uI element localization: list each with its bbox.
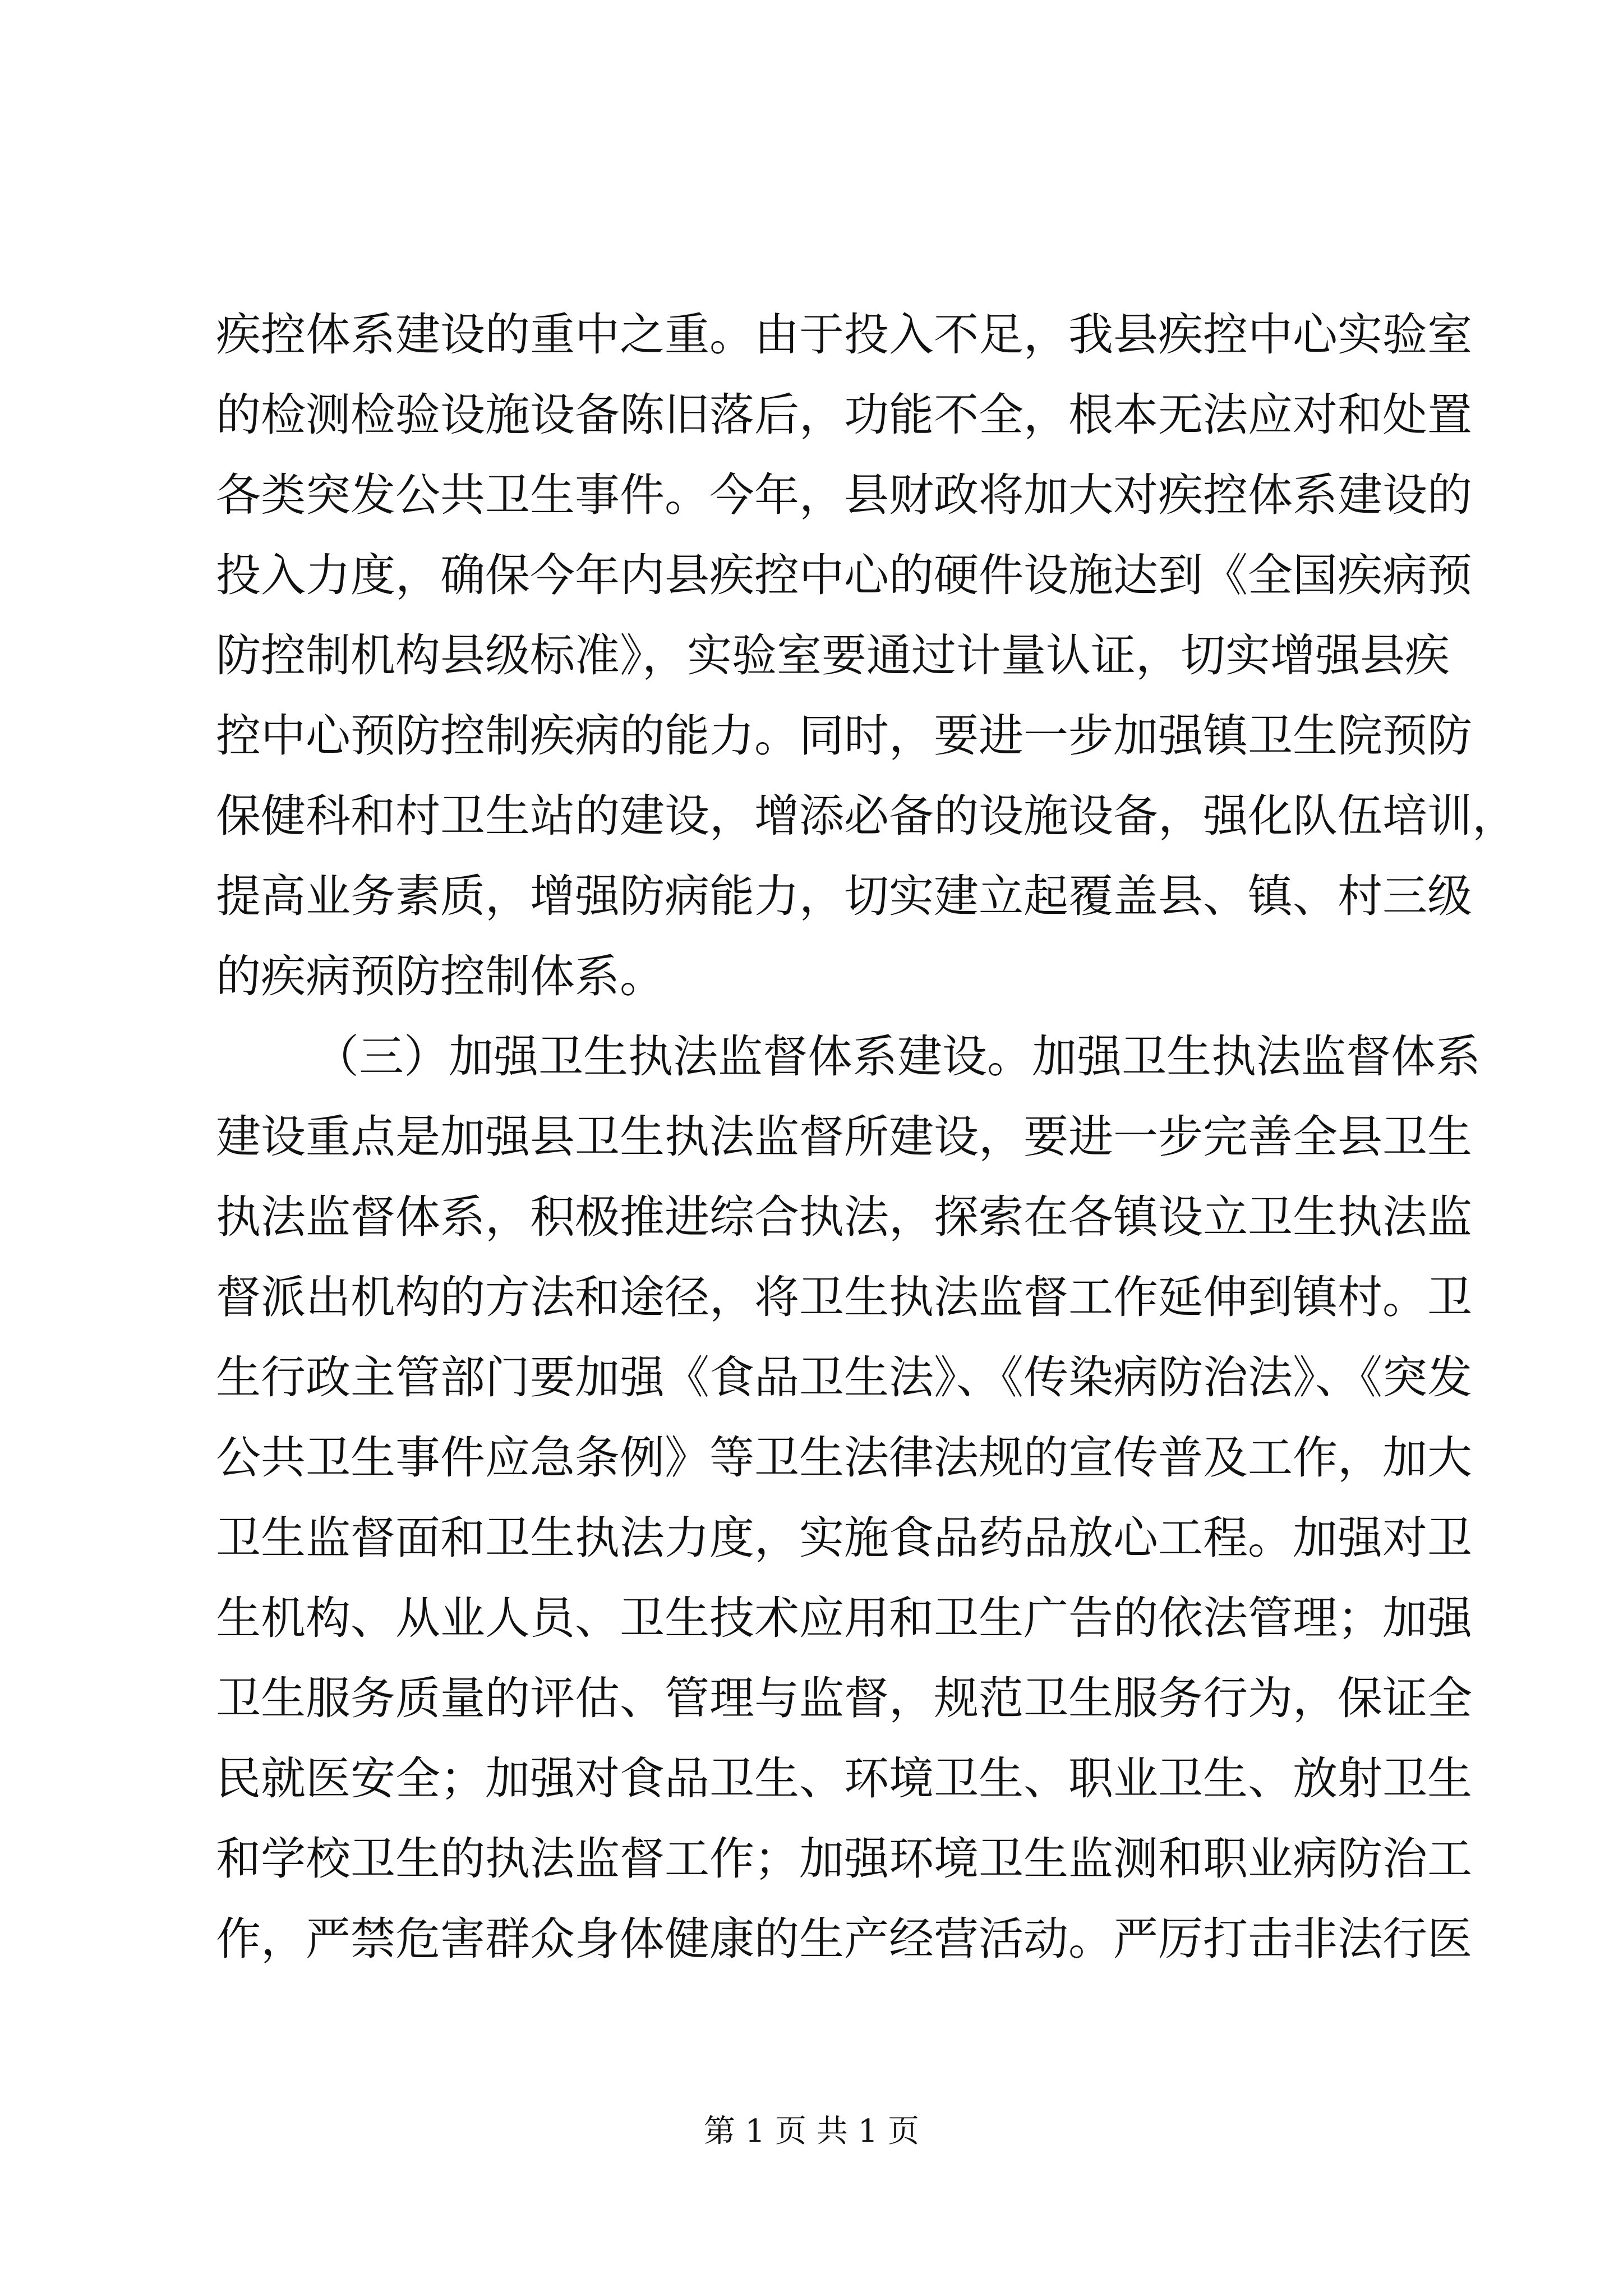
page-footer xyxy=(0,2109,1623,2154)
text-line: 投入力度，确保今年内县疾控中心的硬件设施达到《全国疾病预 xyxy=(216,549,1472,601)
text-line: 防控制机构县级标准》，实验室要通过计量认证，切实增强县疾 xyxy=(216,629,1450,682)
page-number: 第 1 页 共 1 页 xyxy=(703,2113,920,2150)
text-line: 的疾病预防控制体系。 xyxy=(216,950,665,1002)
text-line: 各类突发公共卫生事件。今年，县财政将加大对疾控体系建设的 xyxy=(216,469,1472,521)
text-line: 卫生服务质量的评估、管理与监督，规范卫生服务行为，保证全 xyxy=(216,1672,1472,1724)
text-line: 和学校卫生的执法监督工作；加强环境卫生监测和职业病防治工 xyxy=(216,1833,1472,1885)
text-line: 作，严禁危害群众身体健康的生产经营活动。严厉打击非法行医 xyxy=(216,1913,1472,1965)
section-heading-line: （三）加强卫生执法监督体系建设。加强卫生执法监督体系 xyxy=(314,1030,1481,1083)
text-line: 督派出机构的方法和途径，将卫生执法监督工作延伸到镇村。卫 xyxy=(216,1271,1472,1323)
text-line: 建设重点是加强县卫生执法监督所建设，要进一步完善全县卫生 xyxy=(216,1111,1472,1163)
text-line: 卫生监督面和卫生执法力度，实施食品药品放心工程。加强对卫 xyxy=(216,1512,1472,1564)
text-line: 保健科和村卫生站的建设，增添必备的设施设备，强化队伍培训， xyxy=(216,790,1517,842)
text-line: 公共卫生事件应急条例》等卫生法律法规的宣传普及工作，加大 xyxy=(216,1432,1472,1484)
text-line: 的检测检验设施设备陈旧落后，功能不全，根本无法应对和处置 xyxy=(216,389,1472,441)
text-line: 疾控体系建设的重中之重。由于投入不足，我县疾控中心实验室 xyxy=(216,309,1472,361)
body-text xyxy=(216,295,1517,1979)
text-line: 提高业务素质，增强防病能力，切实建立起覆盖县、镇、村三级 xyxy=(216,870,1472,922)
text-line: 生行政主管部门要加强《食品卫生法》、《传染病防治法》、《突发 xyxy=(216,1351,1472,1404)
text-line: 民就医安全；加强对食品卫生、环境卫生、职业卫生、放射卫生 xyxy=(216,1752,1472,1805)
text-line: 控中心预防控制疾病的能力。同时，要进一步加强镇卫生院预防 xyxy=(216,710,1472,762)
text-line: 生机构、从业人员、卫生技术应用和卫生广告的依法管理；加强 xyxy=(216,1592,1472,1644)
text-line: 执法监督体系，积极推进综合执法，探索在各镇设立卫生执法监 xyxy=(216,1191,1472,1243)
